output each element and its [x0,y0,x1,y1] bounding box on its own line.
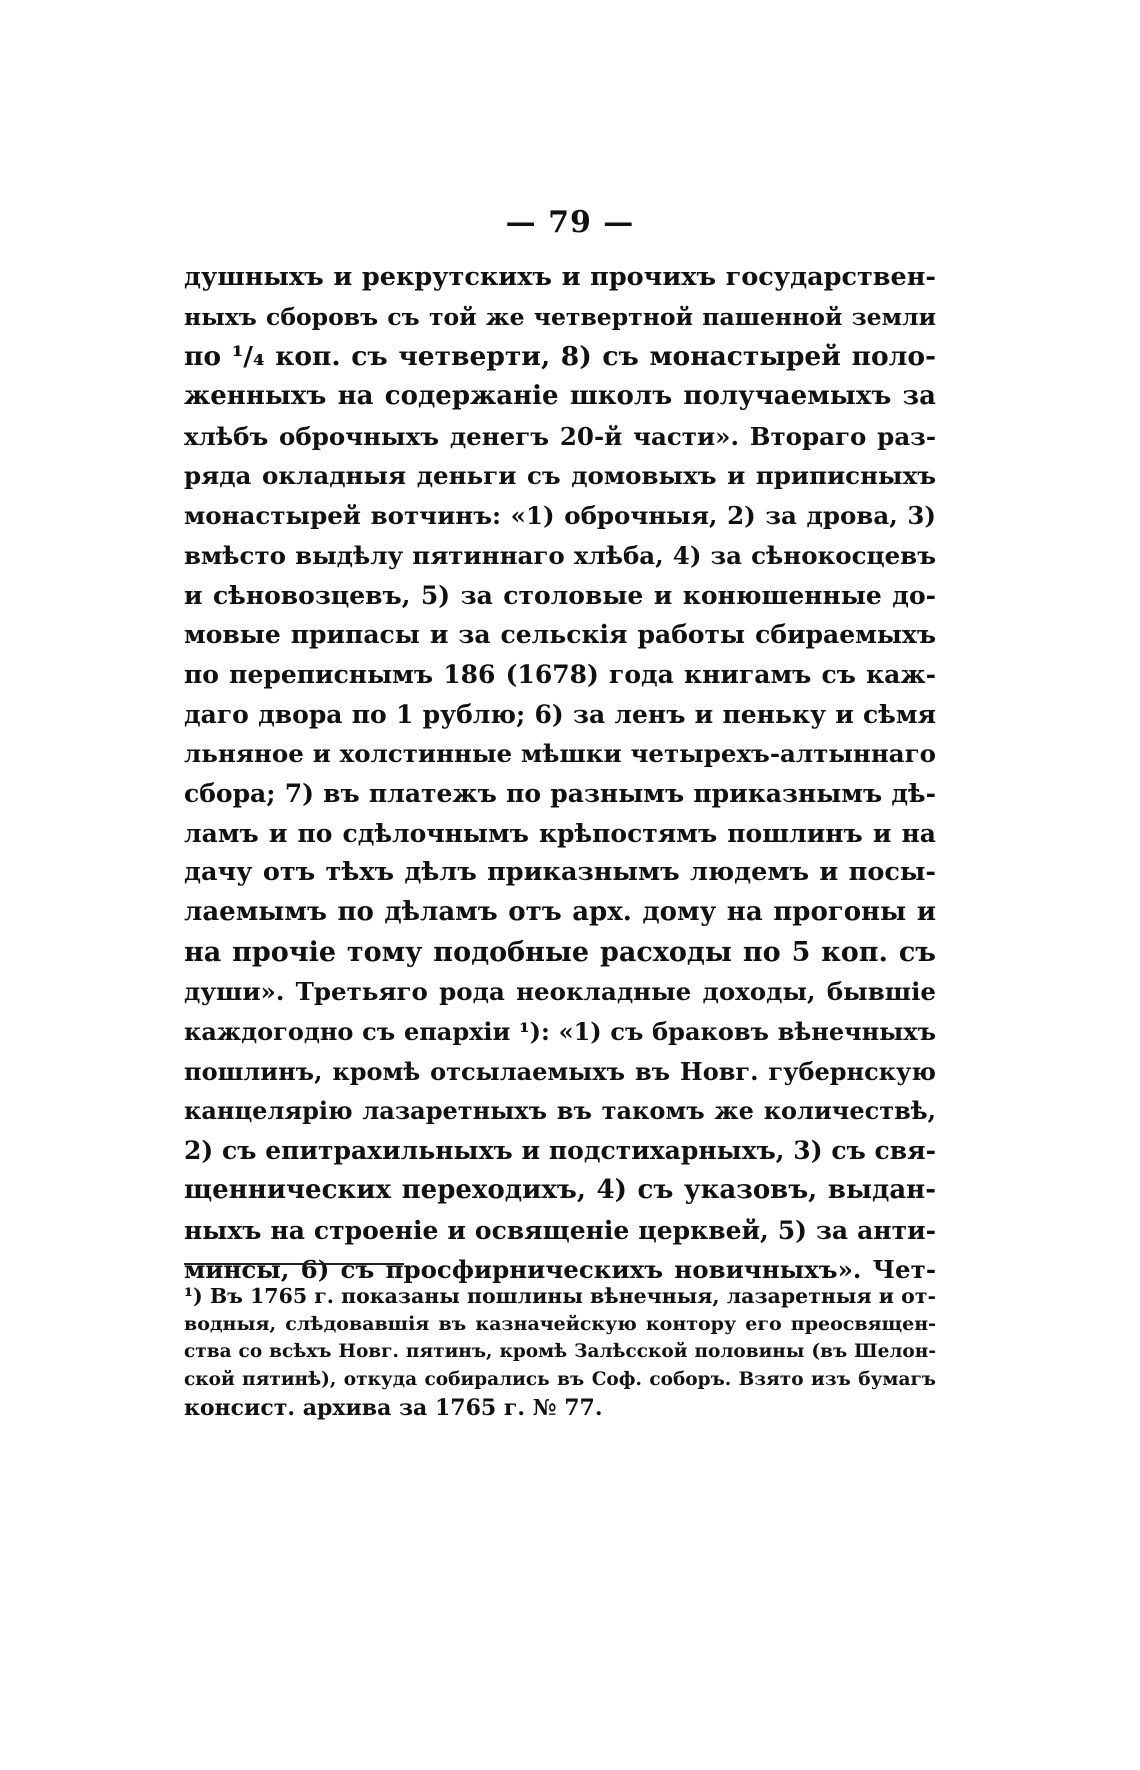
body-line: ныхъ сборовъ съ той же четвертной пашенной земли [184,302,936,331]
body-line: монастырей вотчинъ: «1) оброчныя, 2) за дрова, 3) [184,501,936,531]
footnote [184,1282,936,1422]
body-line: каждогодно съ епархіи ¹): «1) съ браковъ вѣнечныхъ [184,1017,936,1047]
body-line: льняное и холстинные мѣшки четырехъ-алтыннаго [184,739,936,769]
body-line: души». Третьяго рода неокладные доходы, бывшіе [184,977,936,1007]
body-line: по переписнымъ 186 (1678) года книгамъ съ каж- [184,659,936,689]
body-line: канцелярію лазаретныхъ въ такомъ же количествѣ, [184,1096,936,1126]
footnote-line: ской пятинѣ), откуда собирались въ Соф. соборъ. Взято изъ бумагъ [184,1369,936,1390]
body-line: вмѣсто выдѣлу пятиннаго хлѣба, 4) за сѣнокосцевъ [184,540,936,570]
body-line: и сѣновозцевъ, 5) за столовые и конюшенные до- [184,580,936,610]
body-line: душныхъ и рекрутскихъ и прочихъ государствен- [184,262,936,292]
body-line: женныхъ на содержаніе школъ получаемыхъ за [184,381,936,412]
page-number: — 79 — [505,205,635,240]
body-line: ныхъ на строеніе и освященіе церквей, 5) за анти- [184,1215,936,1245]
body-line: дачу отъ тѣхъ дѣлъ приказнымъ людемъ и посы- [184,857,936,888]
body-line: хлѣбъ оброчныхъ денегъ 20-й части». Втораго раз- [184,421,936,451]
footnote-rule [184,1263,404,1265]
body-line: даго двора по 1 рублю; 6) за ленъ и пеньку и сѣмя [184,699,936,729]
body-line: ряда окладныя деньги съ домовыхъ и приписныхъ [184,461,936,491]
body-text [184,258,936,1290]
body-line: щеннических переходихъ, 4) съ указовъ, выдан- [184,1174,936,1205]
body-line: минсы, 6) съ просфирническихъ новичныхъ». Чет- [184,1255,936,1285]
body-line: по ¹/₄ коп. съ четверти, 8) съ монастырей поло- [184,341,936,373]
body-line: мовые припасы и за сельскія работы сбираемыхъ [184,620,936,650]
body-line: лаемымъ по дѣламъ отъ арх. дому на прогоны и [184,897,936,927]
body-line: пошлинъ, кромѣ отсылаемыхъ въ Новг. губернскую [184,1056,936,1086]
footnote-line: ства со всѣхъ Новг. пятинъ, кромѣ Залѣсской половины (въ Шелон- [184,1341,936,1362]
body-line: сбора; 7) въ платежъ по разнымъ приказнымъ дѣ- [184,778,936,808]
footnote-line: ¹) Въ 1765 г. показаны пошлины вѣнечныя, лазаретныя и от- [184,1284,936,1308]
body-line: ламъ и по сдѣлочнымъ крѣпостямъ пошлинъ и на [184,818,936,848]
body-line: на прочіе тому подобные расходы по 5 коп. съ [184,936,936,968]
body-line: 2) съ епитрахильныхъ и подстихарныхъ, 3) съ свя- [184,1136,936,1166]
footnote-line: водныя, слѣдовавшія въ казначейскую контору его преосвящен- [184,1313,936,1335]
footnote-line: консист. архива за 1765 г. № 77. [184,1395,603,1421]
